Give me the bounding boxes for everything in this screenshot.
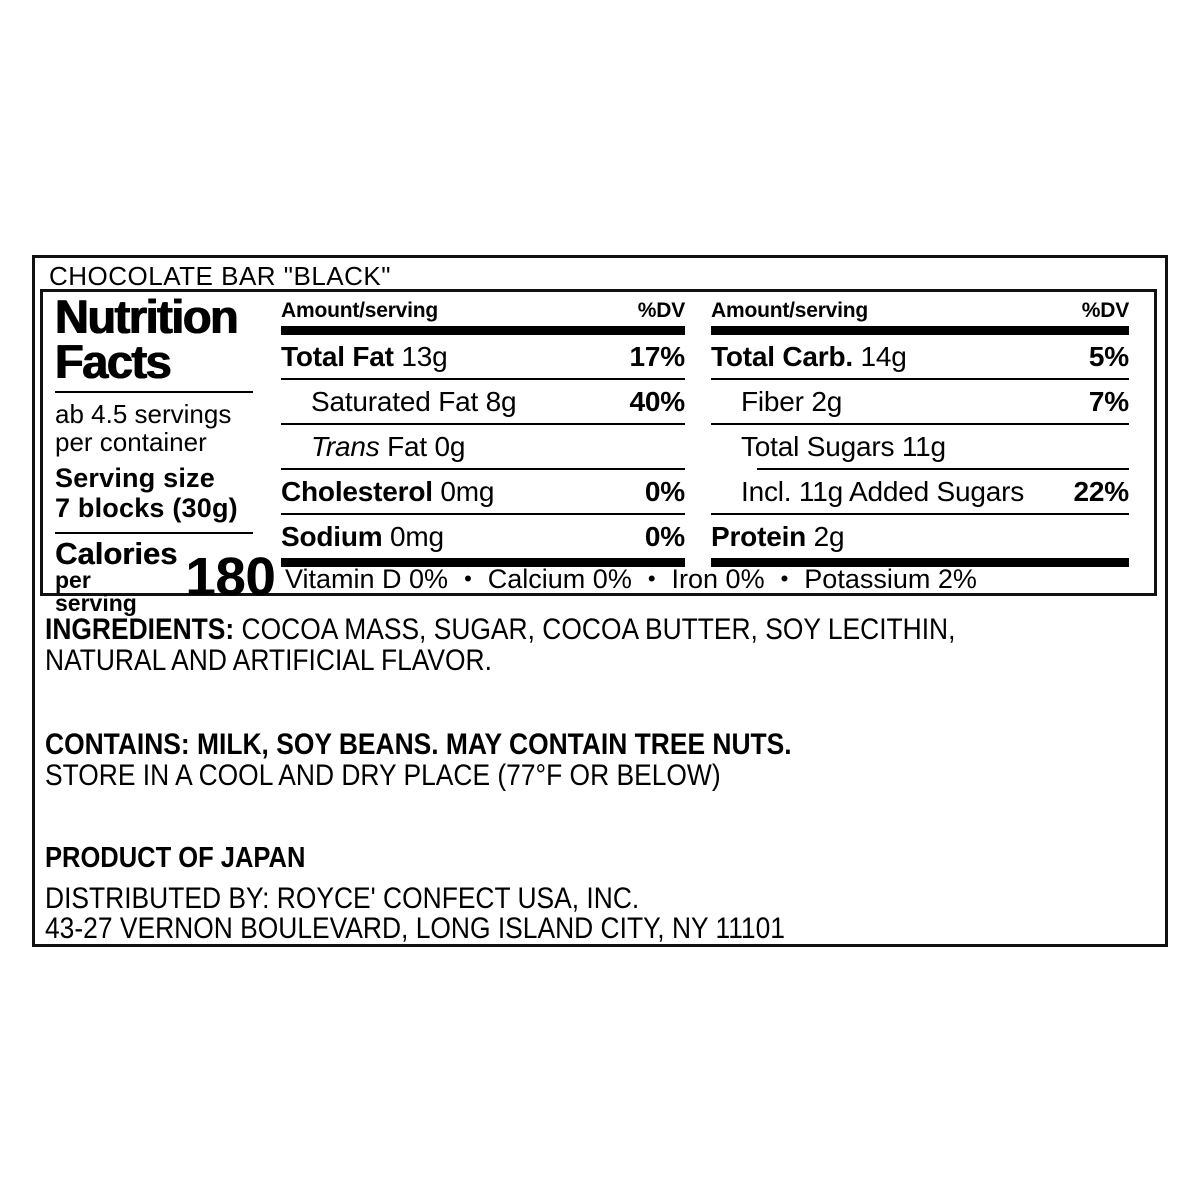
nutrient-amount: Fiber 2g: [741, 385, 843, 417]
nutrient-row-fiber: [711, 380, 1129, 423]
nutrient-label: [711, 341, 907, 373]
servings-per-container: [55, 400, 263, 456]
amount-serving-header: Amount/serving: [281, 299, 439, 322]
dv-value: 0%: [644, 475, 685, 507]
distribution-section: [45, 842, 785, 944]
nutrient-row-cholesterol: [281, 470, 685, 513]
vitamins-footnote: [285, 563, 1147, 595]
nutrient-name: Total Fat: [281, 340, 394, 372]
nutrient-row-trans-fat: [281, 425, 685, 468]
nutrient-name-italic: Trans: [311, 430, 380, 462]
nutrient-amount: 0mg: [382, 520, 444, 552]
ingredients-line2: NATURAL AND ARTIFICIAL FLAVOR.: [45, 644, 492, 677]
dv-header: %DV: [1081, 299, 1129, 322]
potassium-value: Potassium 2%: [804, 563, 977, 594]
nutrient-amount: 2g: [806, 520, 845, 552]
nutrient-label: [711, 431, 946, 463]
serving-size-label: Serving size: [55, 463, 215, 493]
calories-block: [55, 536, 276, 616]
divider: [55, 532, 253, 534]
distributor-address: 43-27 VERNON BOULEVARD, LONG ISLAND CITY, NY 11101: [45, 912, 785, 945]
calories-labels: [55, 536, 178, 616]
nutrition-facts-title-line1: Nutrition: [55, 290, 238, 343]
contains-statement: CONTAINS: MILK, SOY BEANS. MAY CONTAIN TREE NUTS.: [45, 728, 792, 761]
nutrient-amount: Fat 0g: [379, 430, 466, 462]
dv-value: 40%: [629, 385, 685, 417]
nutrient-name: Total Carb.: [711, 340, 853, 372]
nutrient-label: [281, 386, 516, 418]
nutrition-facts-title: [55, 290, 263, 388]
nutrient-amount: 13g: [393, 340, 448, 372]
nutrient-row-total-sugars: [711, 425, 1129, 468]
serving-size-value: 7 blocks (30g): [55, 493, 238, 523]
nutrient-column-carb: [711, 296, 1129, 567]
dv-value: 7%: [1088, 385, 1129, 417]
dv-header: %DV: [637, 299, 685, 322]
nutrient-name: Sodium: [281, 520, 383, 552]
product-title: CHOCOLATE BAR "BLACK": [49, 261, 391, 291]
nutrient-amount: Total Sugars 11g: [741, 430, 946, 462]
allergen-section: [45, 729, 792, 791]
ingredients-line1: [45, 614, 955, 645]
ingredients-list: COCOA MASS, SUGAR, COCOA BUTTER, SOY LECITHIN,: [234, 613, 956, 646]
product-origin: PRODUCT OF JAPAN: [45, 842, 306, 874]
label-outer-box: [32, 255, 1168, 947]
vitamin-d-value: Vitamin D 0%: [285, 563, 449, 594]
calcium-value: Calcium 0%: [487, 563, 632, 594]
storage-statement: STORE IN A COOL AND DRY PLACE (77°F OR BELOW): [45, 759, 721, 792]
nutrient-row-protein: [711, 515, 1129, 558]
nutrient-amount: Incl. 11g Added Sugars: [741, 475, 1025, 507]
nutrient-amount: 14g: [852, 340, 907, 372]
calories-label: Calories: [55, 536, 178, 571]
distributor-name: DISTRIBUTED BY: ROYCE' CONFECT USA, INC.: [45, 882, 640, 915]
dv-value: 0%: [644, 520, 685, 552]
nutrient-label: [711, 521, 844, 553]
bullet-separator: •: [464, 566, 472, 591]
nutrient-row-total-carb: [711, 335, 1129, 378]
dv-value: 17%: [629, 340, 685, 372]
nutrient-row-added-sugars: [711, 470, 1129, 513]
bullet-separator: •: [780, 566, 789, 591]
nutrient-name: Cholesterol: [281, 475, 433, 507]
serving-size: [55, 463, 263, 523]
nutrient-label: [711, 476, 1024, 508]
iron-value: Iron 0%: [671, 563, 765, 594]
nutrient-label: [281, 341, 448, 373]
calories-value: 180: [185, 547, 276, 607]
dv-value: 5%: [1088, 340, 1129, 372]
nutrient-label: [281, 521, 444, 553]
nutrient-row-sodium: [281, 515, 685, 558]
nutrient-label: [281, 476, 494, 508]
amount-serving-header: Amount/serving: [711, 299, 869, 322]
nutrient-label: [281, 431, 465, 463]
calories-sublabel: per serving: [55, 567, 137, 616]
nutrition-facts-panel: [40, 289, 1157, 616]
ingredients-section: [45, 614, 955, 676]
bullet-separator: •: [647, 566, 656, 591]
nutrient-row-saturated-fat: [281, 380, 685, 423]
nutrient-amount: Saturated Fat 8g: [311, 385, 517, 417]
dv-value: 22%: [1073, 475, 1129, 507]
nutrition-facts-title-line2: Facts: [55, 335, 171, 388]
thick-rule: [711, 326, 1129, 335]
servings-line1: ab 4.5 servings: [55, 399, 232, 429]
servings-line2: per container: [55, 427, 207, 457]
divider: [55, 391, 253, 393]
nutrition-facts-left-panel: [55, 290, 276, 616]
nutrient-row-total-fat: [281, 335, 685, 378]
thick-rule: [281, 326, 685, 335]
nutrient-column-fat: [281, 296, 685, 567]
nutrient-label: [711, 386, 842, 418]
nutrient-name: Protein: [711, 520, 807, 552]
ingredients-label: INGREDIENTS:: [45, 613, 235, 646]
column-header: [711, 296, 1129, 326]
column-header: [281, 296, 685, 326]
nutrient-amount: 0mg: [432, 475, 495, 507]
